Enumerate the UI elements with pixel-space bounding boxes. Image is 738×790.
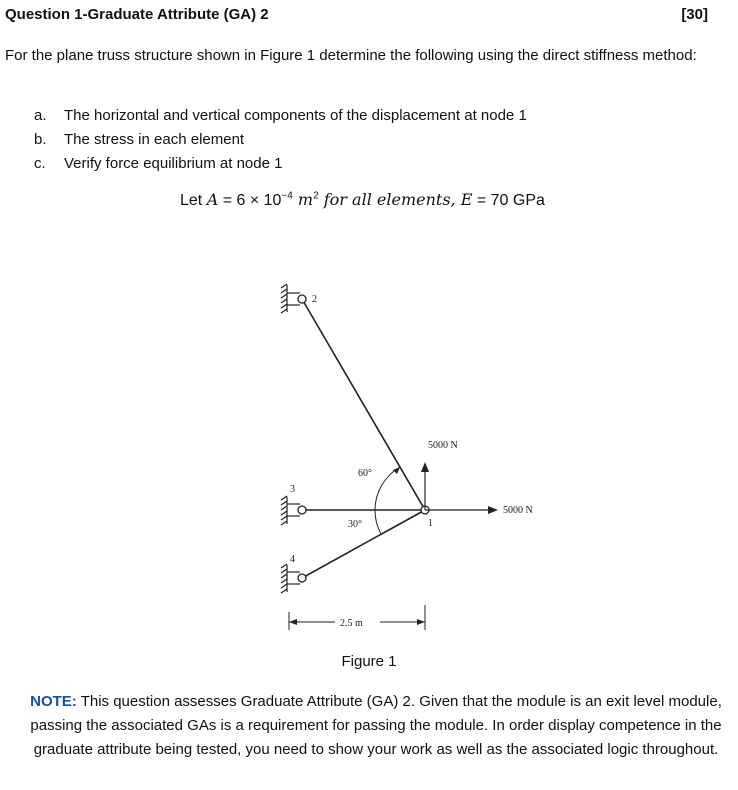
task-text: The stress in each element: [64, 131, 245, 148]
note-label: NOTE:: [30, 693, 77, 710]
area-exponent: −4: [281, 190, 293, 202]
task-label: c.: [34, 155, 46, 172]
figure-caption: Figure 1: [341, 653, 397, 670]
angle-label-30: 30°: [348, 519, 362, 530]
pin-node-3: [298, 506, 306, 514]
area-unit: m: [292, 190, 314, 209]
pin-node-2: [298, 295, 306, 303]
wall-support-node-4: [281, 564, 300, 593]
wall-support-node-3: [281, 496, 300, 525]
load-vertical-arrowhead: [421, 462, 429, 472]
element-1-4: [302, 510, 425, 578]
load-horizontal-label: 5000 N: [503, 505, 533, 516]
modulus-value: = 70 GPa: [472, 192, 545, 209]
area-value: = 6 × 10: [218, 192, 282, 209]
task-label: b.: [34, 131, 47, 148]
dimension-label: 2.5 m: [340, 618, 363, 629]
note-text: This question assesses Graduate Attribute (GA) 2. Given that the module is an exit level module, passing the associated GAs is a requirement for passing the module. In order display competence in the graduate attribute being tested, you need to show your work as well as the associated logic throughout.: [30, 693, 722, 758]
angle-arc-30: [375, 510, 381, 534]
wall-support-node-2: [281, 284, 300, 313]
node-label-3: 3: [290, 484, 295, 495]
load-vertical-label: 5000 N: [428, 440, 458, 451]
task-text: The horizontal and vertical components of the displacement at node 1: [64, 107, 527, 124]
given-prefix: Let: [180, 192, 207, 209]
area-unit-exponent: 2: [313, 190, 319, 202]
angle-arrowhead-60: [393, 467, 400, 474]
node-label-4: 4: [290, 554, 295, 565]
question-title: Question 1-Graduate Attribute (GA) 2: [5, 6, 269, 23]
area-symbol: A: [206, 190, 219, 209]
angle-arc-60: [375, 467, 400, 510]
dimension-arrow-right: [417, 619, 425, 625]
pin-node-4: [298, 574, 306, 582]
angle-label-60: 60°: [358, 468, 372, 479]
task-label: a.: [34, 107, 47, 124]
modulus-symbol: E: [460, 190, 473, 209]
load-horizontal-arrowhead: [488, 506, 498, 514]
question-intro: For the plane truss structure shown in Figure 1 determine the following using the direct stiffness method:: [5, 47, 697, 64]
node-label-2: 2: [312, 294, 317, 305]
task-text: Verify force equilibrium at node 1: [64, 155, 283, 172]
question-marks: [30]: [681, 6, 708, 23]
node-label-1: 1: [428, 518, 433, 529]
given-middle: for all elements,: [318, 190, 461, 209]
note-paragraph: [20, 690, 732, 762]
dimension-arrow-left: [289, 619, 297, 625]
